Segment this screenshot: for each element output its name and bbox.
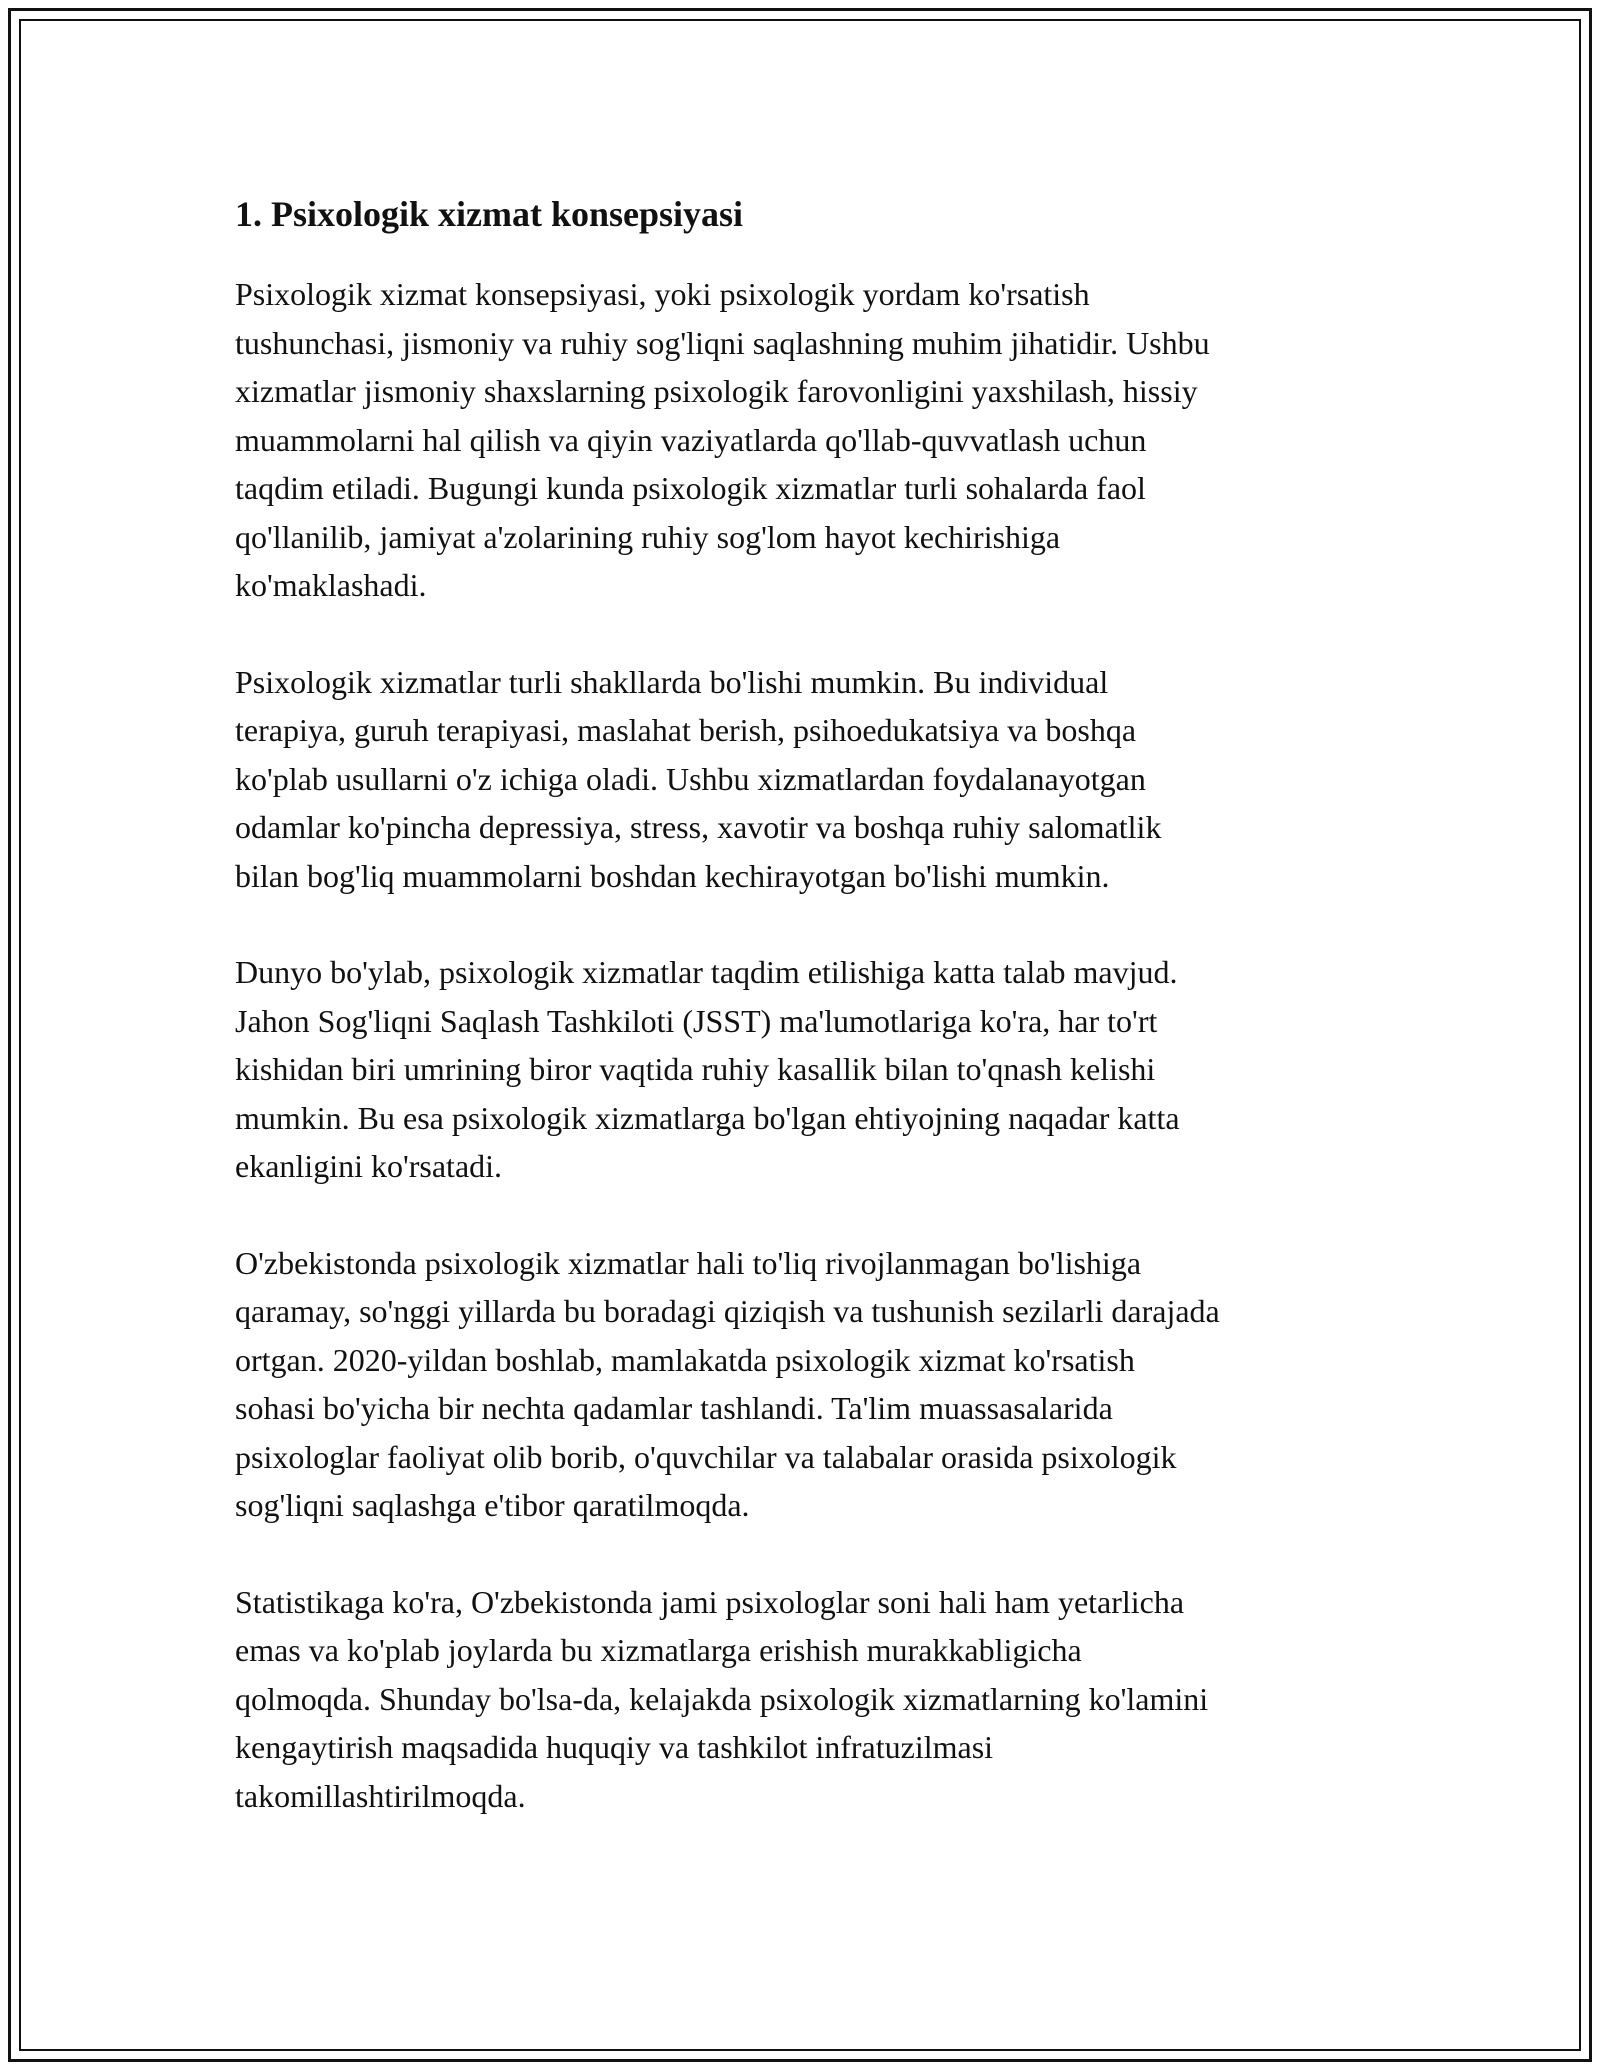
text-line: Psixologik xizmatlar turli shakllarda bo'lishi mumkin. Bu individual bbox=[235, 663, 1109, 700]
text-line: sog'liqni saqlashga e'tibor qaratilmoqda. bbox=[235, 1487, 750, 1523]
text-line: odamlar ko'pincha depressiya, stress, xavotir va boshqa ruhiy salomatlik bbox=[235, 809, 1162, 845]
text-line: terapiya, guruh terapiyasi, maslahat berish, psihoedukatsiya va boshqa bbox=[235, 712, 1137, 748]
text-line: xizmatlar jismoniy shaxslarning psixologik farovonligini yaxshilash, hissiy bbox=[235, 373, 1198, 409]
paragraph-uzbekistan bbox=[235, 1239, 1380, 1530]
document-body bbox=[235, 188, 1380, 1868]
section-heading: 1. Psixologik xizmat konsepsiyasi bbox=[235, 194, 744, 234]
paragraph-concept bbox=[235, 270, 1380, 610]
text-line: bilan bog'liq muammolarni boshdan kechirayotgan bo'lishi mumkin. bbox=[235, 857, 1110, 894]
text-line: muammolarni hal qilish va qiyin vaziyatlarda qo'llab-quvvatlash uchun bbox=[235, 421, 1147, 458]
text-line: Psixologik xizmat konsepsiyasi, yoki psixologik yordam ko'rsatish bbox=[235, 276, 1090, 312]
text-line: Statistikaga ko'ra, O'zbekistonda jami psixologlar soni hali ham yetarlicha bbox=[235, 1583, 1185, 1620]
text-line: psixologlar faoliyat olib borib, o'quvchilar va talabalar orasida psixologik bbox=[235, 1438, 1177, 1475]
text-line: qaramay, so'nggi yillarda bu boradagi qiziqish va tushunish sezilarli darajada bbox=[235, 1293, 1220, 1329]
text-line: ko'plab usullarni o'z ichiga oladi. Ushbu xizmatlardan foydalanayotgan bbox=[235, 760, 1146, 797]
text-line: ortgan. 2020-yildan boshlab, mamlakatda psixologik xizmat ko'rsatish bbox=[235, 1341, 1135, 1378]
text-line: taqdim etiladi. Bugungi kunda psixologik xizmatlar turli sohalarda faol bbox=[235, 470, 1146, 506]
text-line: qo'llanilib, jamiyat a'zolarining ruhiy sog'lom hayot kechirishiga bbox=[235, 518, 1061, 555]
paragraph-forms bbox=[235, 658, 1380, 901]
text-line: Dunyo bo'ylab, psixologik xizmatlar taqdim etilishiga katta talab mavjud. bbox=[235, 954, 1178, 990]
text-line: mumkin. Bu esa psixologik xizmatlarga bo'lgan ehtiyojning naqadar katta bbox=[235, 1099, 1180, 1136]
text-line: ekanligini ko'rsatadi. bbox=[235, 1148, 503, 1184]
text-line: sohasi bo'yicha bir nechta qadamlar tashlandi. Ta'lim muassasalarida bbox=[235, 1390, 1113, 1426]
text-line: kengaytirish maqsadida huquqiy va tashkilot infratuzilmasi bbox=[235, 1729, 994, 1765]
text-line: ko'maklashadi. bbox=[235, 567, 427, 603]
paragraph-world-demand bbox=[235, 948, 1380, 1191]
text-line: tushunchasi, jismoniy va ruhiy sog'liqni saqlashning muhim jihatidir. Ushbu bbox=[235, 324, 1210, 361]
text-line: qolmoqda. Shunday bo'lsa-da, kelajakda psixologik xizmatlarning ko'lamini bbox=[235, 1680, 1209, 1717]
text-line: kishidan biri umrining biror vaqtida ruhiy kasallik bilan to'qnash kelishi bbox=[235, 1051, 1156, 1087]
text-line: takomillashtirilmoqda. bbox=[235, 1777, 526, 1814]
paragraph-statistics bbox=[235, 1578, 1380, 1821]
text-line: Jahon Sog'liqni Saqlash Tashkiloti (JSST) ma'lumotlariga ko'ra, har to'rt bbox=[235, 1002, 1158, 1039]
text-line: emas va ko'plab joylarda bu xizmatlarga erishish murakkabligicha bbox=[235, 1632, 1082, 1668]
text-line: O'zbekistonda psixologik xizmatlar hali to'liq rivojlanmagan bo'lishiga bbox=[235, 1244, 1142, 1281]
